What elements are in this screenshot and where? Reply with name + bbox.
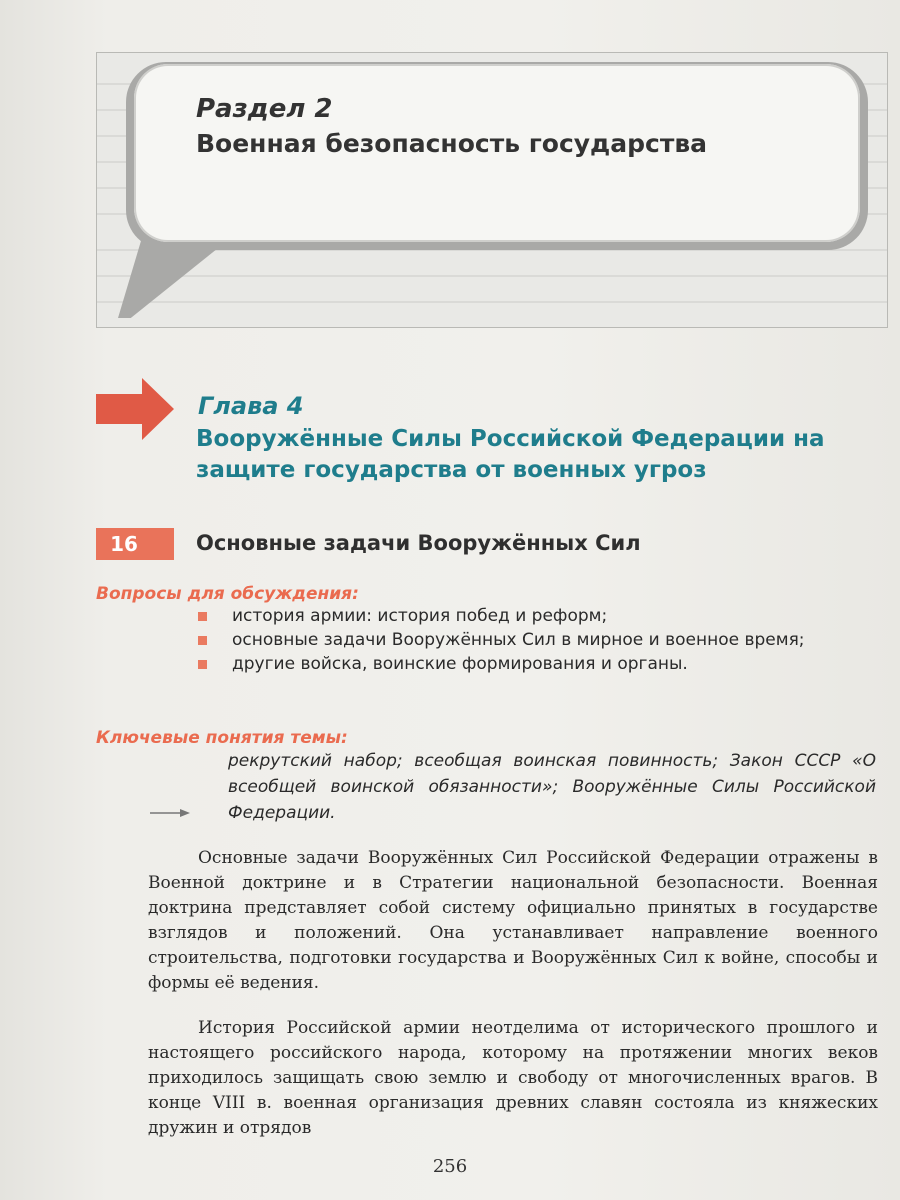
section-label: Раздел 2 [196, 94, 333, 124]
list-item [198, 628, 878, 652]
key-concepts-heading: Ключевые понятия темы: [96, 728, 348, 748]
body-paragraph: История Российской армии неотделима от исторического прошлого и настоящего российского народа, которому на протяжении многих веков приходилось защищать свою землю и свободу от многочисленных врагов. В конце VIII в. военная организация древних славян состояла из княжеских дружин и отрядов [148, 1018, 878, 1138]
list-item [198, 652, 878, 676]
discussion-list [198, 604, 878, 676]
list-item [198, 604, 878, 628]
discussion-heading: Вопросы для обсуждения: [96, 584, 359, 604]
page-number: 256 [432, 1156, 468, 1177]
section-title: Военная безопасность государства [196, 129, 708, 158]
chapter-title: Вооружённые Силы Российской Федерации на защите государства от военных угроз [196, 426, 825, 483]
chapter-label: Глава 4 [198, 392, 304, 420]
bullet-icon [198, 612, 207, 621]
discussion-item-text: другие войска, воинские формирования и органы. [232, 654, 688, 674]
lesson-number: 16 [110, 532, 138, 556]
body-paragraph: Основные задачи Вооружённых Сил Российской Федерации отражены в Военной доктрине и в Стратегии национальной безопасности. Военная доктрина представляет собой систему официально принятых в государстве взглядов и положений. Она устанавливает направление военного строительства, подготовки государства и Вооружённых Сил к войне, способы и формы её ведения. [148, 848, 878, 993]
bullet-icon [198, 660, 207, 669]
discussion-item-text: история армии: история побед и реформ; [232, 606, 608, 626]
chapter-arrow-icon [96, 378, 174, 440]
pencil-mark-arrow-icon [150, 808, 190, 818]
lesson-title: Основные задачи Вооружённых Сил [196, 531, 641, 555]
key-concepts-text: рекрутский набор; всеобщая воинская повинность; Закон СССР «О всеобщей воинской обязанности»; Вооружённые Силы Российской Федерации. [228, 751, 876, 823]
bullet-icon [198, 636, 207, 645]
discussion-item-text: основные задачи Вооружённых Сил в мирное и военное время; [232, 630, 805, 650]
